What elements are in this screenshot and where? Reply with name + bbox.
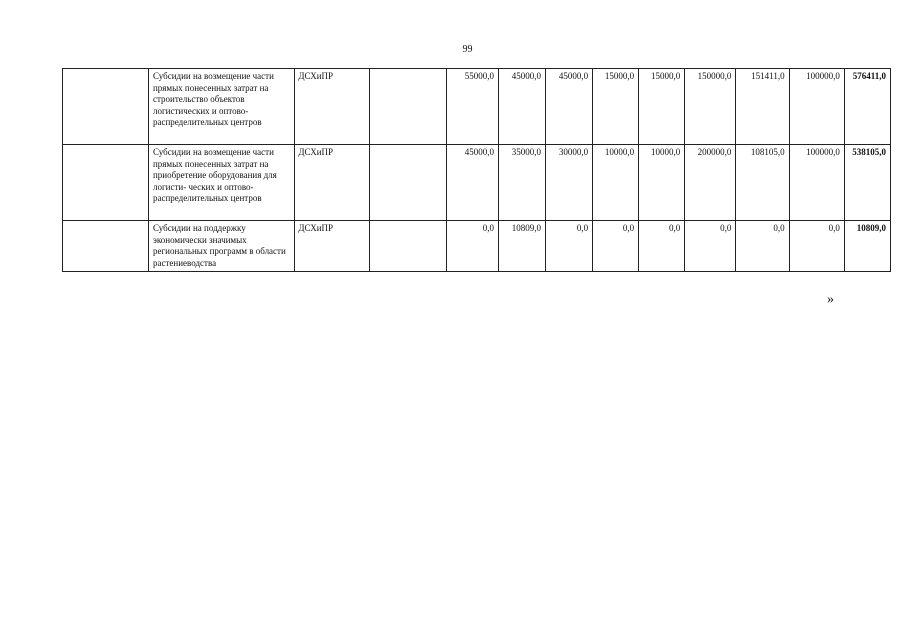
value-cell: 15000,0	[593, 69, 639, 145]
value-cell: 45000,0	[546, 69, 593, 145]
value-cell: 0,0	[736, 221, 789, 272]
value-cell: 15000,0	[639, 69, 685, 145]
value-cell: 0,0	[446, 221, 498, 272]
row-index-cell	[63, 69, 149, 145]
value-cell: 0,0	[789, 221, 844, 272]
row-index-cell	[63, 221, 149, 272]
executor-cell: ДСХиПР	[295, 145, 370, 221]
value-cell: 10000,0	[593, 145, 639, 221]
page-number: 99	[462, 44, 473, 55]
budget-table	[62, 68, 891, 272]
value-cell: 100000,0	[789, 145, 844, 221]
value-cell: 0,0	[546, 221, 593, 272]
value-cell: 55000,0	[446, 69, 498, 145]
value-cell: 151411,0	[736, 69, 789, 145]
value-cell: 10809,0	[498, 221, 545, 272]
value-cell: 100000,0	[789, 69, 844, 145]
total-cell: 538105,0	[844, 145, 890, 221]
value-cell: 30000,0	[546, 145, 593, 221]
source-cell	[370, 69, 447, 145]
value-cell: 150000,0	[685, 69, 736, 145]
measure-name-cell: Субсидии на возмещение части прямых понесенных затрат на приобретение оборудования для логисти- ческих и оптово- распределительных центров	[148, 145, 294, 221]
measure-name-cell: Субсидии на поддержку экономически значимых региональных программ в области растениеводства	[148, 221, 294, 272]
executor-cell: ДСХиПР	[295, 69, 370, 145]
total-cell: 576411,0	[844, 69, 890, 145]
value-cell: 200000,0	[685, 145, 736, 221]
row-index-cell	[63, 145, 149, 221]
value-cell: 0,0	[685, 221, 736, 272]
value-cell: 10000,0	[639, 145, 685, 221]
value-cell: 108105,0	[736, 145, 789, 221]
value-cell: 45000,0	[498, 69, 545, 145]
value-cell: 35000,0	[498, 145, 545, 221]
table-row	[63, 69, 891, 145]
executor-cell: ДСХиПР	[295, 221, 370, 272]
value-cell: 0,0	[593, 221, 639, 272]
value-cell: 45000,0	[446, 145, 498, 221]
closing-quote: »	[827, 292, 834, 307]
source-cell	[370, 221, 447, 272]
value-cell: 0,0	[639, 221, 685, 272]
table-row	[63, 145, 891, 221]
source-cell	[370, 145, 447, 221]
measure-name-cell: Субсидии на возмещение части прямых понесенных затрат на строительство объектов логистических и оптово-распределительных центров	[148, 69, 294, 145]
total-cell: 10809,0	[844, 221, 890, 272]
table-row	[63, 221, 891, 272]
